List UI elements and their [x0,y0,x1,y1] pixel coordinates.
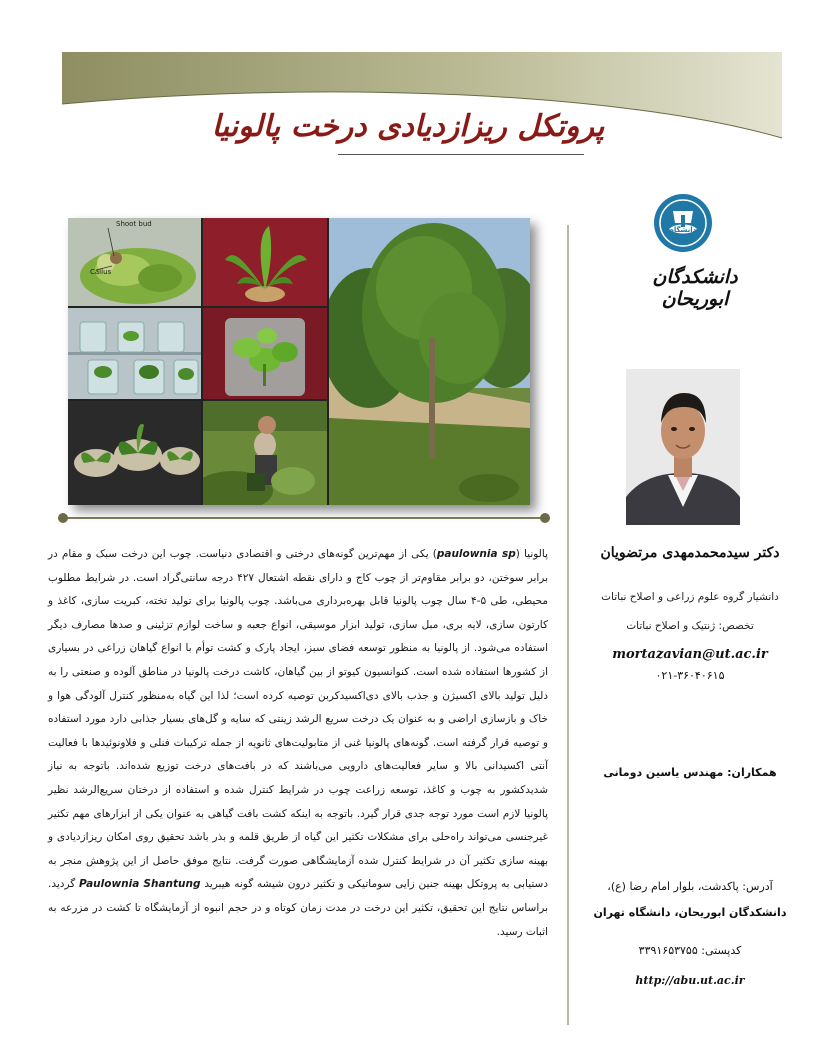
potted-plants-tile [68,401,201,505]
body-text-part-2: ) یکی از مهم‌ترین گونه‌های درختی و اقتصادی دنیاست. چوب این درخت سبک و مقام در برابر سوختن، دو برابر مقاوم‌تر از چوب کاج و دارای نقطه اشتعال ۴۲۷ درجه سانتی‌گراد است. در شرایط مطلوب محیطی، طی ۵-۴ سال چوب پالونیا قابل بهره‌برداری می‌باشد. چوب پالونیا برای تولید تخته، کبریت سازی، کاغذ و کارتون سازی، لایه بری، مبل سازی، تولید ابزار موسیقی، انواع جعبه و ساخت لوازم تزئینی و صدها مصارف دیگر استفاده می‌شود. از پالونیا به منظور توسعه فضای سبز، ایجاد پارک و کشت توأم با انواع گیاهان زراعی در بسیاری از کشورها استفاده شده است. کنوانسیون کیوتو از بین گیاهان، کاشت درخت پالونیا در مناطق آلوده و صنعتی را به دلیل تولید بالای اکسیژن و جذب بالای دی‌اکسیدکربن توصیه کرده است؛ لذا این گیاه به‌منظور کنترل آلودگی هوا و خاک و بازسازی اراضی و به عنوان یک درخت سریع الرشد زینتی که سایه و گل‌های بسیار جذابی دارد مورد استفاده و توصیه قرار گرفته است. گونه‌های پالونیا غنی از متابولیت‌های ثانویه از جمله ترکیبات فنلی و فلاونوئیدها با فعالیت آنتی اکسیدانی بالا و سایر فعالیت‌های دارویی می‌باشند که در بافت‌های درخت توزیع شده‌اند. باتوجه به نیاز شدیدکشور به چوب و کاغذ، توسعه زراعت چوب در شرایط کنترل شده و استفاده از درختان سریع‌الرشد نظیر پالونیا لازم است مورد توجه جدی قرار گیرد. باتوجه به اینکه کشت بافت گیاهی به عنوان یکی از ابزارهای مهم تکثیر غیرجنسی می‌تواند راه‌حلی برای مشکلات تکثیر این گیاه از طریق قلمه و بذر باشد تحقیق روی امکان ریزازدیادی و بهینه سازی تکثیر آن در شرایط کنترل شده آزمایشگاهی صورت گرفت. نتایج موفق حاصل از این پژوهش منجر به دستیابی به پروتکل بهینه جنین زایی سوماتیکی و تکثیر درون شیشه گونه هیبرید [48,548,549,891]
logo-text: دانشگاه [669,226,697,234]
address-line-1: آدرس: پاکدشت، بلوار امام رضا (ع)، [607,880,773,893]
body-paragraph [48,543,548,944]
jars-on-rack-tile [68,308,201,399]
body-text-part-3: گردید. براساس نتایج این تحقیق، تکثیر این درخت در مدت زمان کوتاه و در حجم انبوه از آزمایشگاه تا کشت در مزرعه به اثبات رسید. [48,878,548,938]
rosette-shoot-tile [203,218,327,306]
divider-knob-left [58,513,68,523]
author-name: دکتر سیدمحمدمهدی مرتضویان [600,545,780,561]
hybrid-latin-name: Paulownia Shantung [79,878,201,891]
photo-collage [68,218,530,505]
body-text-part-1: پالونیا ( [515,548,548,560]
author-specialty: تخصص: ژنتیک و اصلاح نباتات [626,620,754,632]
callus-label-shoot: Shoot bud [116,220,152,228]
author-phone: ۰۲۱-۳۶۰۴۰۶۱۵ [655,669,725,682]
divider-knob-right [540,513,550,523]
postal-code: کدپستی: ۳۳۹۱۶۵۳۷۵۵ [638,944,742,957]
author-position: دانشیار گروه علوم زراعی و اصلاح نباتات [601,591,779,603]
species-latin-name: paulownia sp [436,548,516,560]
vertical-divider [567,225,569,1025]
tree-tile [329,218,530,505]
faculty-name: دانشکدگان ابوریحان [652,266,738,310]
university-logo-icon [653,193,713,253]
page-title: پروتکل ریزازدیادی درخت پالونیا [211,109,605,144]
jar-closeup-tile [203,308,327,399]
horizontal-divider [62,517,546,519]
author-portrait [626,369,740,525]
address-line-2: دانشکدگان ابوریحان، دانشگاه تهران [593,906,787,919]
header-banner [62,52,782,202]
colleagues: همکاران: مهندس یاسین دومانی [603,766,777,779]
title-underline [338,154,584,155]
field-planting-tile [203,401,327,505]
website-link[interactable]: http://abu.ut.ac.ir [635,974,745,987]
callus-label-callus: Callus [90,268,112,276]
callus-tile [68,218,201,306]
author-email-link[interactable]: mortazavian@ut.ac.ir [612,647,768,662]
